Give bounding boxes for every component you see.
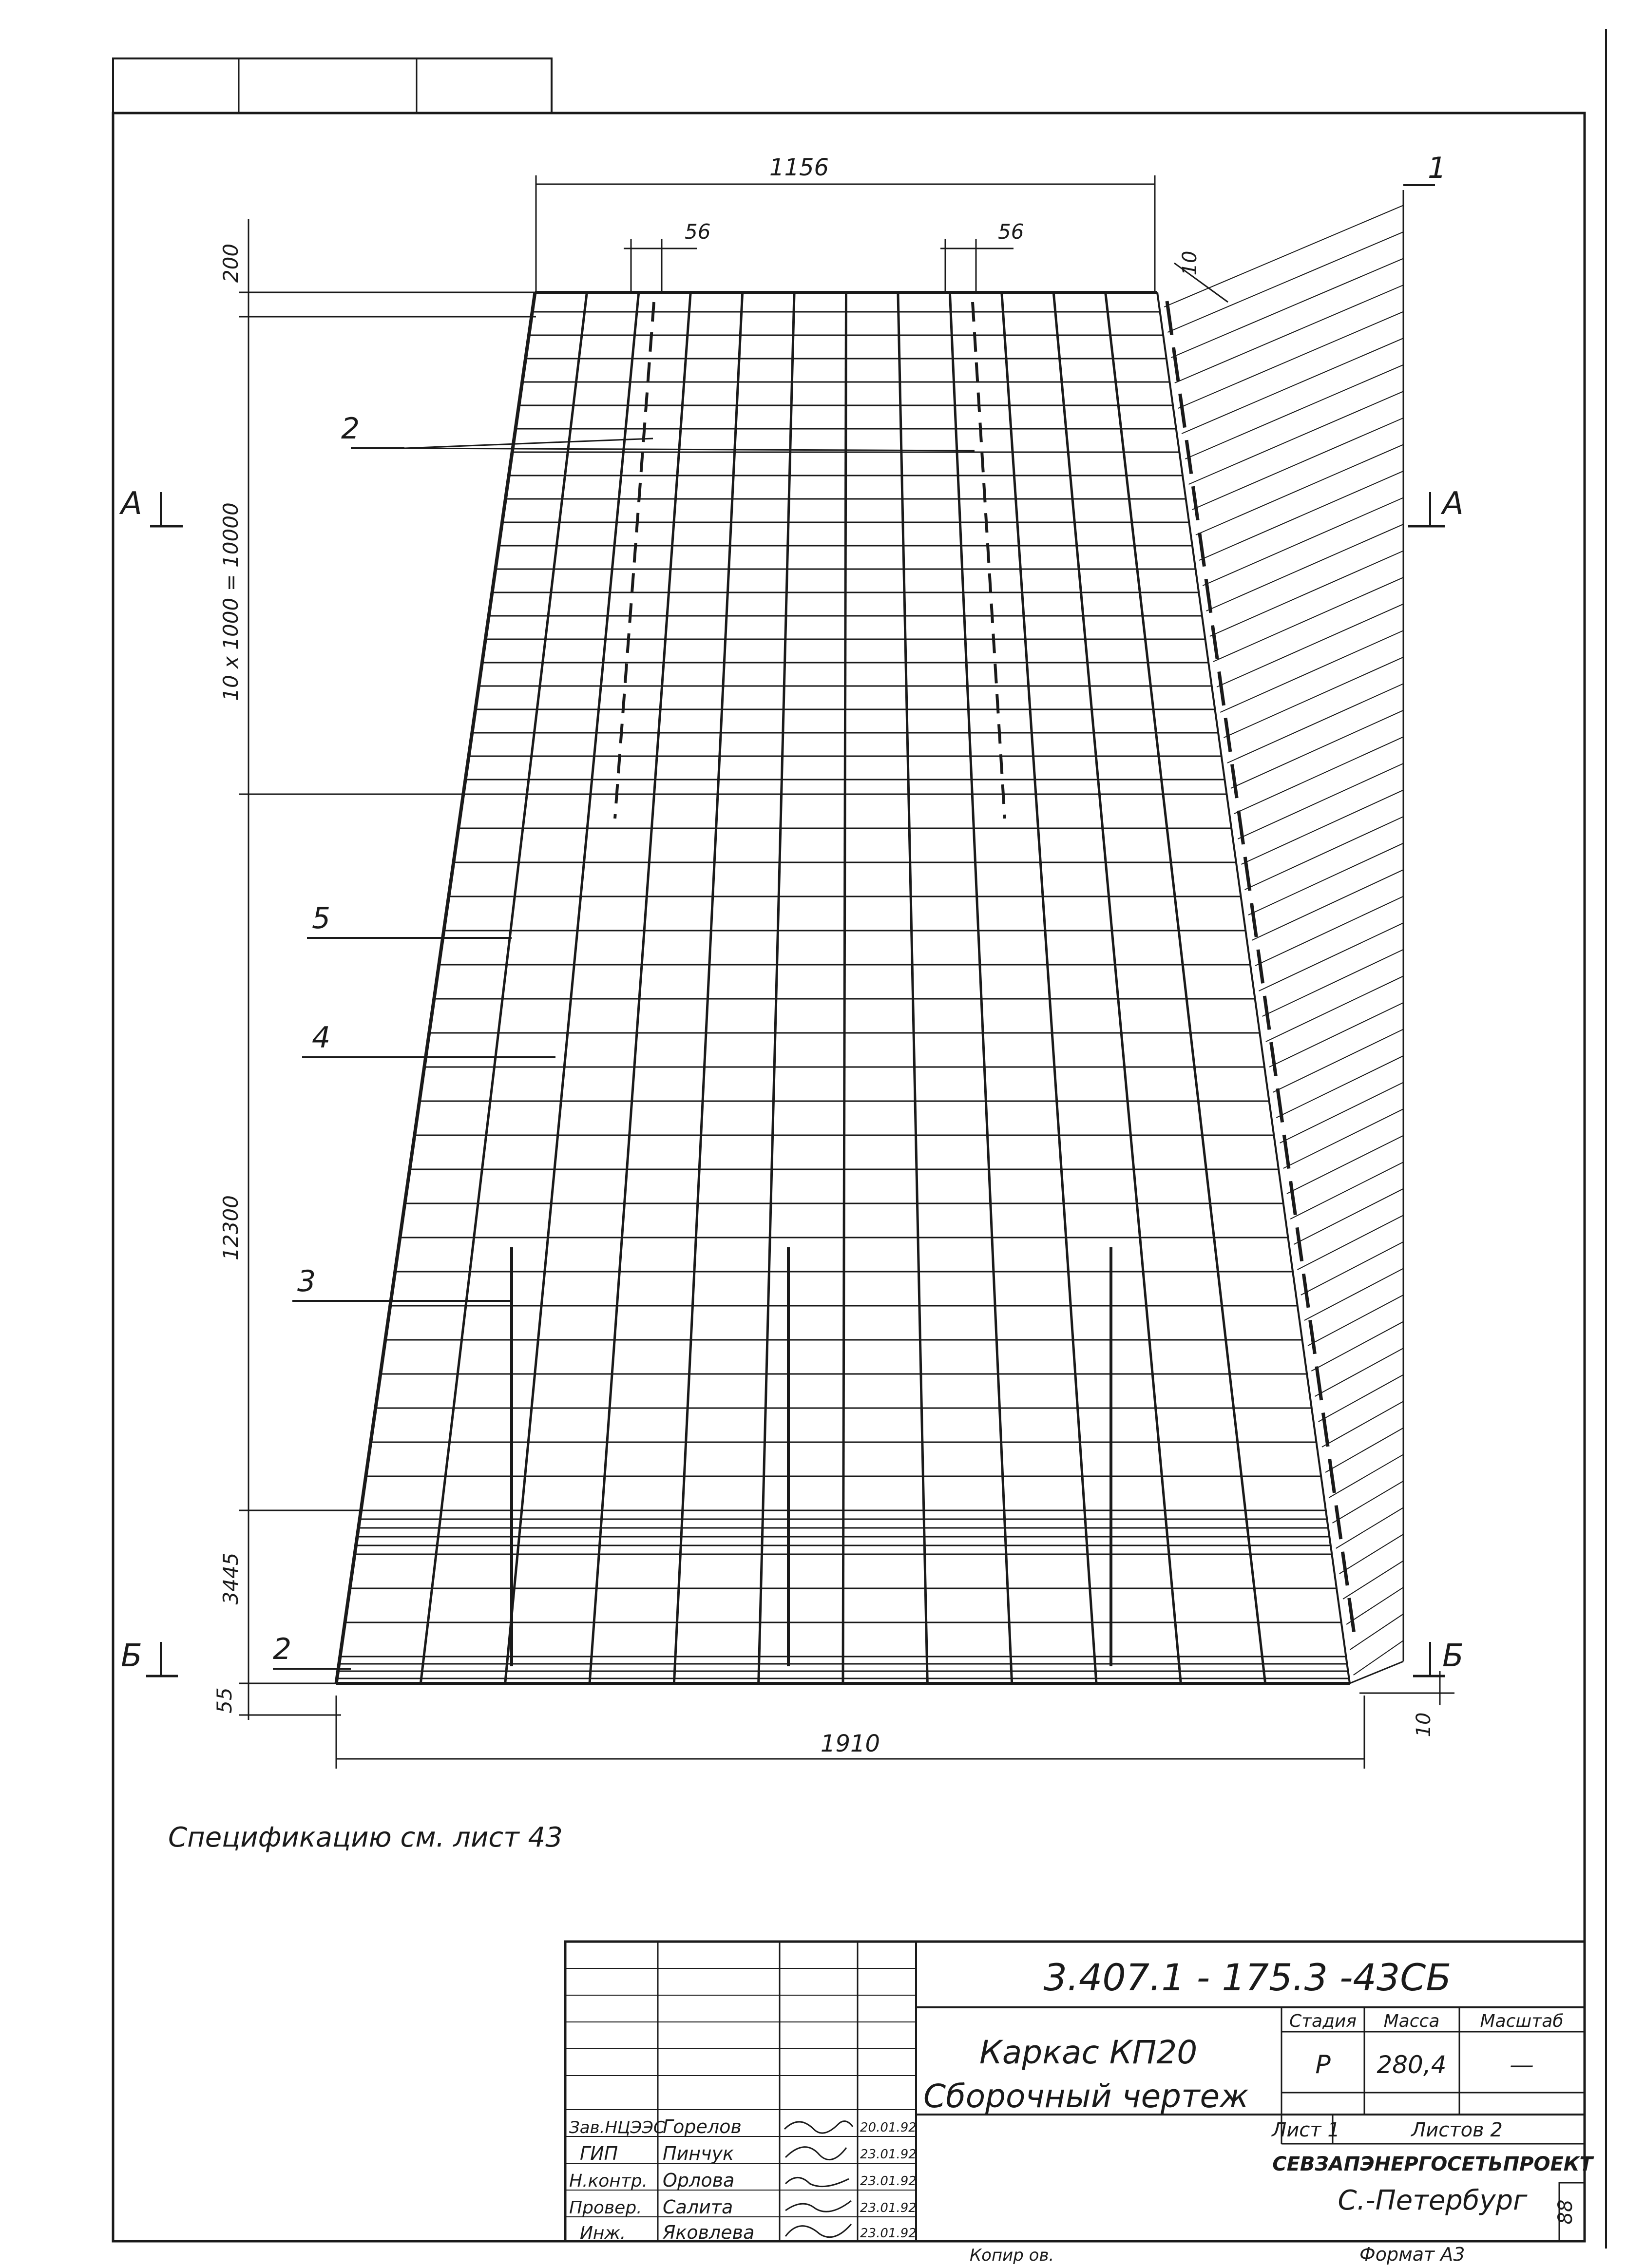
side-section-line: [1167, 232, 1403, 332]
dim-left-upper: 10 x 1000 = 10000: [219, 502, 243, 701]
side-section-line: [1290, 1162, 1403, 1219]
dashed-rods: [615, 301, 1355, 1637]
sig-role-3: Н.контр.: [569, 2171, 648, 2191]
sig-date-4: 23.01.92: [860, 2201, 917, 2215]
mesh-grid: [336, 292, 1350, 1683]
sig-name-4: Салита: [663, 2196, 733, 2218]
side-section-line: [1189, 391, 1403, 484]
side-section-line: [1196, 444, 1403, 535]
side-section-lines: [1164, 190, 1403, 1683]
format-label: Формат А3: [1359, 2244, 1465, 2265]
mesh-rod: [898, 292, 927, 1683]
side-section-line: [1192, 418, 1403, 510]
callout-pos-4: 4: [312, 1021, 331, 1055]
sheet-frame: [113, 29, 1606, 2249]
sheet-number: Лист 1: [1272, 2119, 1340, 2141]
side-section-line: [1322, 1401, 1403, 1447]
side-section-line: [1280, 1083, 1403, 1143]
side-section-line: [1255, 896, 1403, 966]
side-section-line: [1262, 950, 1403, 1016]
dim-left-bottom: 55: [212, 1687, 236, 1714]
sig-name-5: Яковлева: [663, 2222, 755, 2243]
side-section-line: [1325, 1428, 1403, 1472]
callout-pos-2-lower: 2: [273, 1632, 292, 1666]
section-b-left: Б: [121, 1638, 142, 1674]
dim-left-middle: 12300: [219, 1195, 243, 1260]
section-markers: [146, 492, 1445, 1676]
side-section-line: [1245, 817, 1403, 890]
side-section-line: [1224, 657, 1403, 738]
sig-date-1: 20.01.92: [860, 2120, 917, 2135]
side-section-line: [1171, 259, 1403, 358]
side-section-line: [1199, 471, 1403, 560]
organization-name: СЕВЗАПЭНЕРГОСЕТЬПРОЕКТ: [1272, 2153, 1593, 2175]
mesh-rod: [843, 292, 846, 1683]
section-b-right: Б: [1442, 1638, 1464, 1674]
side-section-line: [1354, 1640, 1403, 1675]
document-code: 3.407.1 - 175.3 -43СБ: [1043, 1956, 1452, 1999]
side-section-line: [1252, 870, 1403, 940]
side-section-line: [1319, 1375, 1403, 1422]
dim-offset-left: 56: [685, 220, 711, 244]
callout-pos-1: 1: [1428, 151, 1447, 185]
mesh-rod: [505, 292, 639, 1683]
side-section-line: [1308, 1295, 1403, 1346]
callout-pos-2-upper: 2: [341, 412, 360, 446]
sig-role-5: Инж.: [580, 2223, 626, 2243]
vertical-marks: [512, 1247, 1111, 1666]
stage-header: Стадия: [1289, 2011, 1357, 2031]
side-section-line: [1301, 1242, 1403, 1295]
side-section-line: [1315, 1348, 1403, 1396]
organization-city: С.-Петербург: [1338, 2185, 1528, 2216]
side-section-line: [1336, 1507, 1403, 1548]
mesh-rod: [674, 292, 742, 1683]
sig-name-2: Пинчук: [663, 2143, 734, 2164]
side-section-line: [1283, 1109, 1403, 1168]
dim-bottom-width: 1910: [820, 1730, 880, 1757]
side-section-line: [1220, 630, 1403, 712]
sig-role-1: Зав.НЦЭЭС: [569, 2118, 665, 2137]
handwritten-signatures: [784, 2121, 853, 2237]
dim-left-top: 200: [219, 243, 243, 283]
side-section-line: [1203, 498, 1403, 586]
mass-header: Масса: [1383, 2011, 1440, 2031]
drawing-name-line1: Каркас КП20: [979, 2034, 1198, 2071]
side-section-line: [1329, 1454, 1403, 1498]
side-section-line: [1311, 1322, 1403, 1371]
section-a-right: А: [1442, 486, 1464, 522]
side-section-line: [1332, 1481, 1403, 1523]
sig-date-5: 23.01.92: [860, 2226, 917, 2241]
dim-offset-right: 56: [998, 220, 1024, 244]
side-section-line: [1276, 1056, 1403, 1118]
side-section-line: [1287, 1136, 1403, 1194]
side-section-line: [1241, 790, 1403, 864]
scale-header: Масштаб: [1480, 2011, 1564, 2031]
side-section-line: [1210, 551, 1403, 636]
mass-value: 280,4: [1377, 2051, 1447, 2079]
callout-leaders: [273, 185, 1435, 1669]
dim-left-lower: 3445: [219, 1552, 243, 1605]
side-section-line: [1266, 976, 1403, 1042]
side-section-line: [1182, 338, 1403, 434]
mesh-rod: [950, 292, 1012, 1683]
side-section-line: [1298, 1215, 1403, 1270]
side-section-line: [1294, 1189, 1403, 1244]
side-section-line: [1217, 604, 1403, 687]
dim-bottom-right: 10: [1413, 1712, 1435, 1737]
scale-value: —: [1510, 2051, 1534, 2079]
sig-date-2: 23.01.92: [860, 2147, 917, 2162]
stage-value: Р: [1315, 2050, 1331, 2079]
mesh-rod: [1002, 292, 1096, 1683]
sig-role-2: ГИП: [580, 2143, 618, 2164]
mesh-rod: [1053, 292, 1181, 1683]
specification-note: Спецификацию см. лист 43: [168, 1822, 563, 1853]
mesh-left-edge: [336, 292, 535, 1683]
side-section-line: [1206, 524, 1403, 611]
side-section-line: [1259, 923, 1403, 991]
side-section-line: [1304, 1268, 1403, 1320]
drawing-name-line2: Сборочный чертеж: [923, 2077, 1249, 2115]
sheets-total: Листов 2: [1411, 2119, 1503, 2141]
callout-pos-3: 3: [297, 1264, 316, 1298]
dim-top-width: 1156: [769, 154, 829, 181]
side-section-line: [1346, 1587, 1403, 1624]
callout-pos-5: 5: [312, 901, 331, 935]
sig-name-1: Горелов: [663, 2116, 742, 2137]
side-section-line: [1227, 684, 1403, 763]
side-section-line: [1178, 312, 1403, 408]
side-section-line: [1273, 1029, 1403, 1092]
side-section-line: [1248, 843, 1403, 915]
section-a-left: А: [121, 486, 142, 522]
sig-role-4: Провер.: [569, 2198, 642, 2218]
side-section-line: [1213, 577, 1403, 662]
side-section-line: [1185, 365, 1403, 459]
page-number: 88: [1554, 2199, 1577, 2225]
side-section-line: [1175, 285, 1403, 383]
side-section-line: [1269, 1003, 1403, 1067]
sig-date-3: 23.01.92: [860, 2174, 917, 2189]
copied-label: Копир ов.: [970, 2246, 1054, 2265]
side-section-line: [1350, 1614, 1403, 1650]
dim-top-right: 10: [1179, 250, 1201, 276]
sig-name-3: Орлова: [663, 2170, 735, 2191]
